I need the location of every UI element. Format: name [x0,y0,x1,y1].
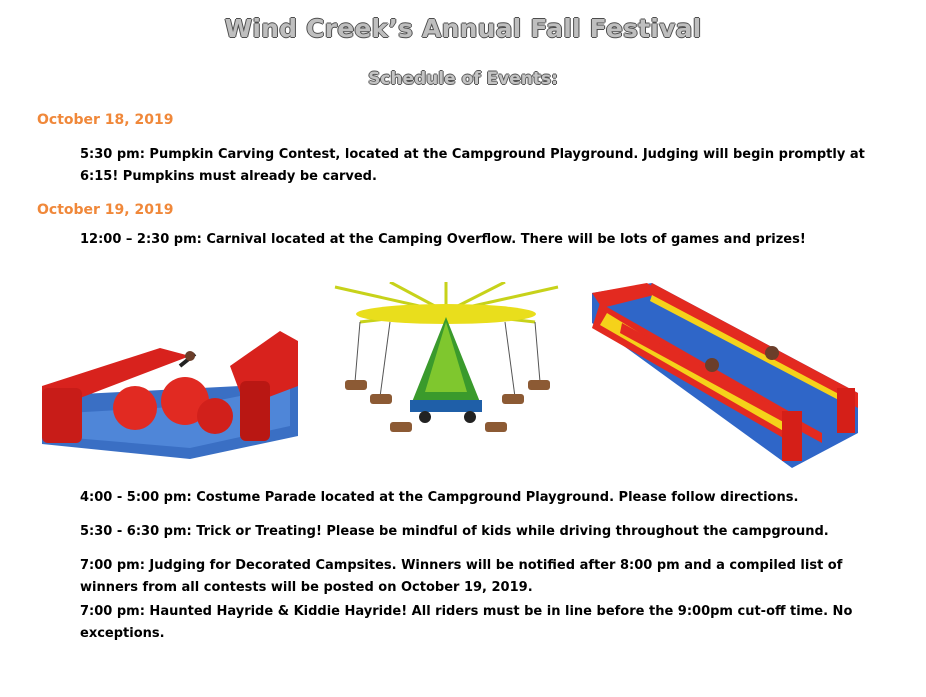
inflatable-bungee-run-image [592,283,858,468]
date-heading-oct-19: October 19, 2019 [37,202,174,218]
event-haunted-hayride: 7:00 pm: Haunted Hayride & Kiddie Hayride! All riders must be in line before the 9:00pm cut-off time. No exceptions. [80,604,853,641]
swing-carousel-ride-image [330,282,562,442]
event-costume-parade: 4:00 - 5:00 pm: Costume Parade located at the Campground Playground. Please follow directions. [80,490,799,505]
inflatable-obstacle-course-image [40,326,300,461]
date-heading-oct-18: October 18, 2019 [37,112,174,128]
event-campsite-judging: 7:00 pm: Judging for Decorated Campsites. Winners will be notified after 8:00 pm and a compiled list of winners from all contests will be posted on October 19, 2019. [80,558,843,595]
page-subtitle: Schedule of Events: [368,69,558,89]
event-pumpkin-carving: 5:30 pm: Pumpkin Carving Contest, located at the Campground Playground. Judging will begin promptly at 6:15! Pumpkins must already be carved. [80,147,865,184]
event-trick-or-treating: 5:30 - 6:30 pm: Trick or Treating! Please be mindful of kids while driving throughout the campground. [80,524,829,539]
event-carnival: 12:00 – 2:30 pm: Carnival located at the Camping Overflow. There will be lots of games and prizes! [80,232,806,247]
page-title: Wind Creek’s Annual Fall Festival [224,14,702,43]
